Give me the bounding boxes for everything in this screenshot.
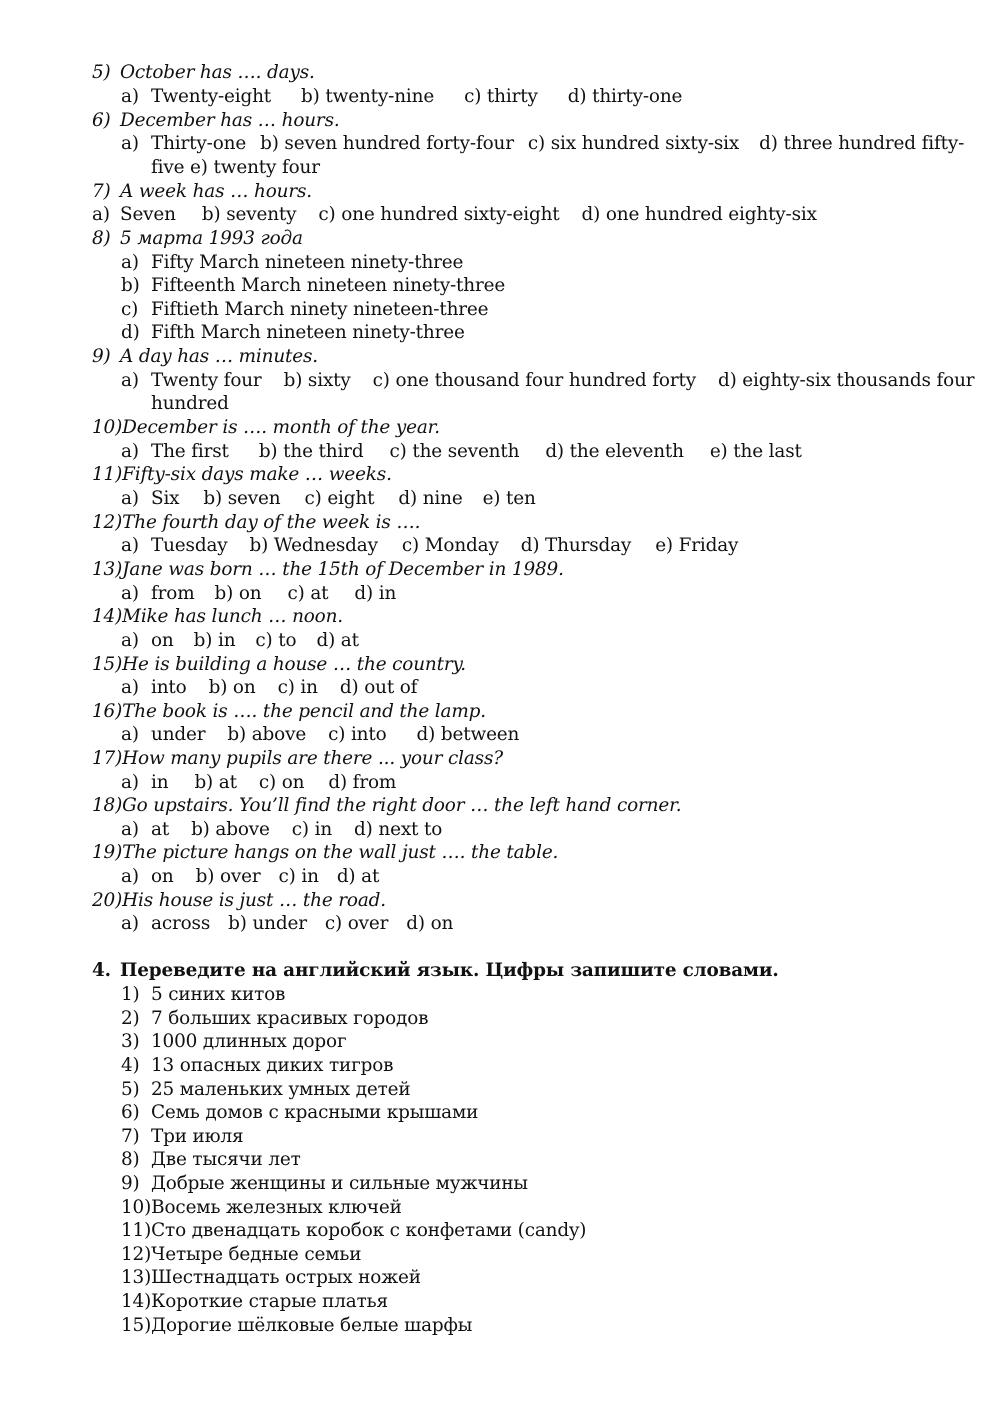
- list-item: 11)Сто двенадцать коробок с конфетами (candy): [121, 1220, 587, 1241]
- option-d: d) three hundred fifty-: [759, 133, 965, 154]
- options-q16: a) under b) above c) into d) between: [121, 724, 520, 745]
- question-12: 12)The fourth day of the week is ….: [92, 512, 421, 533]
- options-q6-continued: five e) twenty four: [151, 157, 320, 178]
- options-q7: a) Seven b) seventy c) one hundred sixty-eight d) one hundred eighty-six: [92, 204, 817, 225]
- option-b: b) seven hundred forty-four: [260, 133, 514, 154]
- question-16: 16)The book is …. the pencil and the lamp.: [92, 701, 486, 722]
- option-c: c) one hundred sixty-eight: [318, 204, 560, 225]
- question-14: 14)Mike has lunch … noon.: [92, 606, 343, 627]
- options-q12: a) Tuesday b) Wednesday c) Monday d) Thursday e) Friday: [121, 535, 739, 556]
- list-item: 3) 1000 длинных дорог: [121, 1031, 347, 1052]
- options-q6: a) Thirty-one b) seven hundred forty-four c) six hundred sixty-six d) three hundred fifty-: [121, 133, 965, 154]
- option-c: c) six hundred sixty-six: [527, 133, 740, 154]
- option-row-b: b) Fifteenth March nineteen ninety-three: [121, 275, 506, 296]
- option-b: b) twenty-nine: [301, 86, 435, 107]
- question-11: 11)Fifty-six days make … weeks.: [92, 464, 392, 485]
- option-d: d) thirty-one: [567, 86, 683, 107]
- options-q20: a) across b) under c) over d) on: [121, 913, 454, 934]
- options-q10: a) The first b) the third c) the seventh d) the eleventh e) the last: [121, 441, 802, 462]
- list-item: 13)Шестнадцать острых ножей: [121, 1267, 421, 1288]
- question-text: October has …. days.: [120, 62, 315, 83]
- question-19: 19)The picture hangs on the wall just …. the table.: [92, 842, 559, 863]
- list-item: 15)Дорогие шёлковые белые шарфы: [121, 1315, 473, 1336]
- question-8: 8) 5 марта 1993 года: [92, 228, 303, 249]
- list-item: 6) Семь домов с красными крышами: [121, 1102, 479, 1123]
- question-18: 18)Go upstairs. You’ll find the right door … the left hand corner.: [92, 795, 682, 816]
- option-row-c: c) Fiftieth March ninety nineteen-three: [121, 299, 489, 320]
- question-13: 13)Jane was born … the 15th of December in 1989.: [92, 559, 564, 580]
- question-6: 6) December has … hours.: [92, 110, 340, 131]
- options-q19: a) on b) over c) in d) at: [121, 866, 380, 887]
- option-a: Seven: [120, 204, 176, 225]
- option-b: b) sixty: [283, 370, 351, 391]
- option-row-d: d) Fifth March nineteen ninety-three: [121, 322, 465, 343]
- options-q14: a) on b) in c) to d) at: [121, 630, 359, 651]
- list-item: 14)Короткие старые платья: [121, 1291, 388, 1312]
- options-q9-continued: hundred: [151, 393, 229, 414]
- options-q13: a) from b) on c) at d) in: [121, 583, 397, 604]
- option-b: b) seventy: [201, 204, 297, 225]
- section-4-heading: 4. Переведите на английский язык. Цифры запишите словами.: [92, 960, 779, 981]
- list-item: 9) Добрые женщины и сильные мужчины: [121, 1173, 528, 1194]
- option-row-a: a) Fifty March nineteen ninety-three: [121, 252, 464, 273]
- list-item: 1) 5 синих китов: [121, 984, 286, 1005]
- list-item: 8) Две тысячи лет: [121, 1149, 301, 1170]
- list-item: 5) 25 маленьких умных детей: [121, 1079, 411, 1100]
- options-q17: a) in b) at c) on d) from: [121, 772, 397, 793]
- question-10: 10)December is …. month of the year.: [92, 417, 440, 438]
- list-item: 7) Три июля: [121, 1126, 244, 1147]
- option-a: Twenty four: [151, 370, 262, 391]
- option-a: Twenty-eight: [151, 86, 272, 107]
- question-9: 9) A day has … minutes.: [92, 346, 318, 367]
- option-d: d) eighty-six thousands four: [717, 370, 975, 391]
- list-item: 10)Восемь железных ключей: [121, 1197, 402, 1218]
- question-7: 7) A week has … hours.: [92, 181, 312, 202]
- option-c: c) one thousand four hundred forty: [372, 370, 696, 391]
- options-q5: a) Twenty-eight b) twenty-nine c) thirty d) thirty-one: [121, 86, 683, 107]
- options-q9: a) Twenty four b) sixty c) one thousand four hundred forty d) eighty-six thousands four: [121, 370, 975, 391]
- list-item: 4) 13 опасных диких тигров: [121, 1055, 394, 1076]
- question-17: 17)How many pupils are there ... your class?: [92, 748, 503, 769]
- question-20: 20)His house is just … the road.: [92, 890, 386, 911]
- options-q11: a) Six b) seven c) eight d) nine e) ten: [121, 488, 536, 509]
- question-5: [92, 61, 315, 84]
- question-15: 15)He is building a house … the country.: [92, 654, 466, 675]
- options-q15: a) into b) on c) in d) out of: [121, 677, 418, 698]
- list-item: 2) 7 больших красивых городов: [121, 1008, 429, 1029]
- list-item: 12)Четыре бедные семьи: [121, 1244, 362, 1265]
- option-c: c) thirty: [464, 86, 538, 107]
- options-q18: a) at b) above c) in d) next to: [121, 819, 443, 840]
- option-a: Thirty-one: [151, 133, 247, 154]
- section-title: Переведите на английский язык. Цифры запишите словами.: [120, 960, 779, 981]
- question-number: 5): [92, 62, 111, 83]
- option-d: d) one hundred eighty-six: [581, 204, 817, 225]
